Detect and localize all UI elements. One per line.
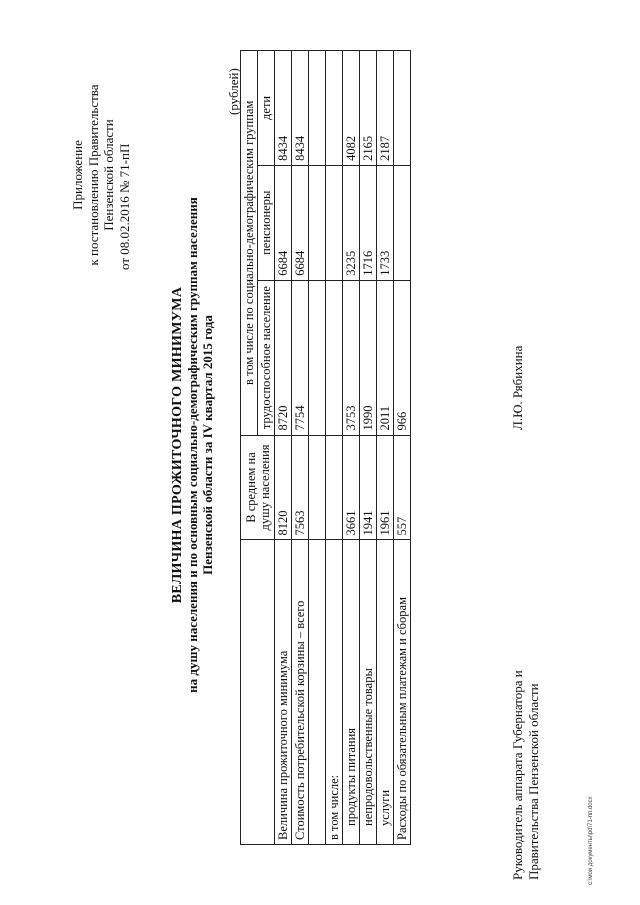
table-row: [292, 51, 309, 845]
cell-avg: 557: [394, 435, 411, 540]
cell-avg: 8120: [275, 435, 292, 540]
table-row: [377, 51, 394, 845]
cell-children: 2187: [377, 51, 394, 166]
spacer-cell: [309, 51, 326, 166]
spacer-cell: [309, 165, 326, 280]
table-spacer-row: [309, 51, 326, 845]
appendix-line: Пензенской области: [101, 119, 116, 231]
header-empty-cell: [241, 540, 275, 845]
cell-avg: 1961: [377, 435, 394, 540]
header-working: трудоспособное население: [258, 280, 275, 435]
cell-pensioners: [394, 165, 411, 280]
document-title: [170, 135, 215, 755]
appendix-line: Приложение: [70, 140, 85, 210]
table-row: [326, 51, 343, 845]
empty-cell: [326, 435, 343, 540]
cell-working: 7754: [292, 280, 309, 435]
spacer-cell: [309, 540, 326, 845]
table-row: [394, 51, 411, 845]
empty-cell: [326, 51, 343, 166]
cell-working: 3753: [343, 280, 360, 435]
spacer-cell: [309, 280, 326, 435]
cell-working: 966: [394, 280, 411, 435]
role-line: Руководитель аппарата Губернатора и: [510, 670, 525, 880]
appendix-line: к постановлению Правительства: [85, 84, 101, 266]
row-label: Расходы по обязательным платежам и сборам: [394, 540, 411, 845]
subsistence-minimum-table: [240, 50, 411, 845]
appendix-resolution-ref: от 08.02.2016 № 71-пП: [116, 143, 132, 270]
cell-children: 8434: [292, 51, 309, 166]
cell-avg: 1941: [360, 435, 377, 540]
row-label: непродовольственные товары: [360, 540, 377, 845]
cell-children: 8434: [275, 51, 292, 166]
cell-pensioners: 1716: [360, 165, 377, 280]
title-line: Пензенской области за IV квартал 2015 года: [200, 315, 215, 575]
cell-children: [394, 51, 411, 166]
cell-pensioners: 3235: [343, 165, 360, 280]
signatory-name: Л.Ю. Рябихина: [510, 345, 525, 430]
cell-pensioners: 6684: [275, 165, 292, 280]
role-line: Правительства Пензенской области: [526, 683, 541, 880]
unit-label: (рублей): [226, 68, 241, 115]
cell-children: 4082: [343, 51, 360, 166]
cell-children: 2165: [360, 51, 377, 166]
title-line: на душу населения и по основным социально-демографическим группам населения: [185, 197, 200, 693]
cell-pensioners: 1733: [377, 165, 394, 280]
table-row: [275, 51, 292, 845]
header-children: дети: [258, 51, 275, 166]
title-line: ВЕЛИЧИНА ПРОЖИТОЧНОГО МИНИМУМА: [170, 286, 185, 604]
cell-working: 1990: [360, 280, 377, 435]
spacer-cell: [309, 435, 326, 540]
row-label: услуги: [377, 540, 394, 845]
file-path-footer: c:\мои документы\pd\71-пп.docx: [588, 796, 594, 885]
table-row: [360, 51, 377, 845]
table-header-row: [241, 51, 258, 845]
table-row: [343, 51, 360, 845]
row-label: Величина прожиточного минимума: [275, 540, 292, 845]
header-group-span: в том числе по социально-демографическим группам: [241, 51, 258, 436]
empty-cell: [326, 165, 343, 280]
cell-avg: 3661: [343, 435, 360, 540]
appendix-header: [70, 40, 132, 310]
cell-working: 2011: [377, 280, 394, 435]
empty-cell: [326, 280, 343, 435]
cell-working: 8720: [275, 280, 292, 435]
row-label: продукты питания: [343, 540, 360, 845]
signatory-role: [510, 520, 542, 880]
header-avg: В среднем на душу населения: [241, 435, 275, 540]
row-label-including: в том числе:: [326, 540, 343, 845]
cell-avg: 7563: [292, 435, 309, 540]
row-label: Стоимость потребительской корзины – всего: [292, 540, 309, 845]
header-pensioners: пенсионеры: [258, 165, 275, 280]
cell-pensioners: 6684: [292, 165, 309, 280]
